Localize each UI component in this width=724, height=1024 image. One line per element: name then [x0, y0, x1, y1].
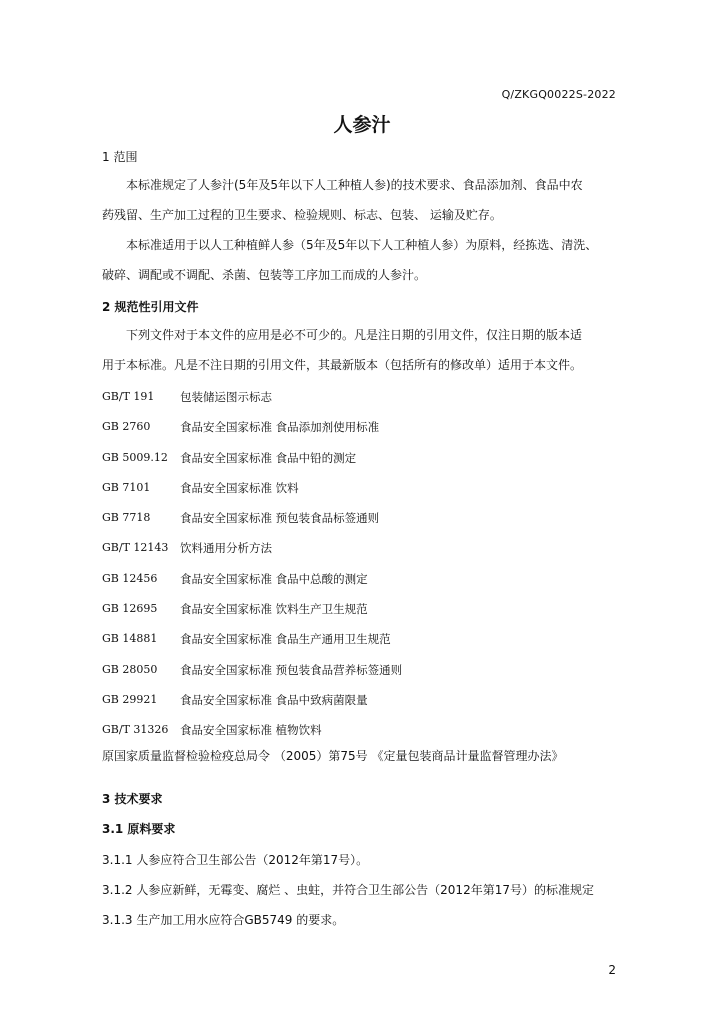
reference-code: GB 2760 — [102, 420, 151, 434]
reference-item — [102, 473, 402, 503]
reference-item — [102, 382, 402, 412]
reference-code: GB 14881 — [102, 632, 158, 646]
section-3-heading: 3 技术要求 — [102, 792, 163, 806]
reference-code: GB/T 12143 — [102, 541, 169, 555]
document-title: 人参汁 — [333, 114, 391, 136]
reference-code: GB 5009.12 — [102, 450, 168, 464]
reference-code: GB 7718 — [102, 511, 151, 525]
requirement-item: 3.1.3 生产加工用水应符合GB5749 的要求。 — [102, 913, 345, 927]
reference-title: 食品安全国家标准 食品中总酸的测定 — [180, 571, 368, 586]
reference-title: 食品安全国家标准 预包装食品营养标签通则 — [180, 662, 403, 677]
reference-code: GB 28050 — [102, 662, 158, 676]
reference-title: 食品安全国家标准 食品中致病菌限量 — [180, 692, 368, 707]
reference-item — [102, 533, 402, 563]
section-2-heading: 2 规范性引用文件 — [102, 300, 199, 314]
page-number: 2 — [608, 963, 616, 977]
text-line: 本标准适用于以人工种植鲜人参（5年及5年以下人工种植人参）为原料，经拣选、清洗、 — [126, 238, 598, 252]
subsection-3-1-heading: 3.1 原料要求 — [102, 822, 176, 836]
reference-title: 包装储运图示标志 — [180, 390, 272, 404]
reference-title: 食品安全国家标准 食品生产通用卫生规范 — [180, 632, 391, 647]
text-line: 药残留、生产加工过程的卫生要求、检验规则、标志、包装、 运输及贮存。 — [102, 208, 502, 222]
reference-list — [102, 382, 402, 746]
reference-code: GB 7101 — [102, 480, 151, 494]
document-code: Q/ZKGQ0022S-2022 — [501, 88, 616, 101]
reference-item — [102, 594, 402, 624]
reference-item — [102, 503, 402, 533]
reference-item — [102, 412, 402, 442]
reference-code: GB/T 191 — [102, 390, 155, 403]
reference-title: 食品安全国家标准 预包装食品标签通则 — [180, 511, 380, 526]
reference-code: GB 12456 — [102, 571, 158, 585]
section-2-paragraph — [102, 320, 622, 380]
section-1-heading: 1 范围 — [102, 150, 138, 164]
reference-title: 饮料通用分析方法 — [180, 541, 272, 556]
reference-title: 食品安全国家标准 食品中铅的测定 — [180, 450, 357, 465]
text-line: 本标准规定了人参汁(5年及5年以下人工种植人参)的技术要求、食品添加剂、食品中农 — [126, 178, 583, 192]
reference-title: 食品安全国家标准 饮料生产卫生规范 — [180, 602, 368, 617]
reference-code: GB 12695 — [102, 602, 158, 616]
reference-code: GB/T 31326 — [102, 723, 169, 737]
reference-title: 食品安全国家标准 饮料 — [180, 480, 299, 495]
text-line: 破碎、调配或不调配、杀菌、包装等工序加工而成的人参汁。 — [102, 268, 427, 282]
reference-code: GB 29921 — [102, 692, 158, 706]
reference-item — [102, 715, 402, 745]
section-1-paragraph-1 — [102, 170, 622, 230]
section-1-paragraph-2 — [102, 230, 622, 290]
reference-item — [102, 624, 402, 654]
reference-title: 食品安全国家标准 食品添加剂使用标准 — [180, 420, 380, 435]
requirement-item: 3.1.1 人参应符合卫生部公告（2012年第17号）。 — [102, 853, 369, 867]
reference-item — [102, 685, 402, 715]
regulation-reference: 原国家质量监督检验检疫总局令 （2005）第75号 《定量包装商品计量监督管理办法》 — [102, 749, 564, 763]
reference-item — [102, 443, 402, 473]
requirement-item: 3.1.2 人参应新鲜，无霉变、腐烂 、虫蛀，并符合卫生部公告（2012年第17号）的标准规定 — [102, 883, 594, 897]
reference-item — [102, 564, 402, 594]
text-line: 下列文件对于本文件的应用是必不可少的。凡是注日期的引用文件，仅注日期的版本适 — [126, 328, 583, 342]
reference-title: 食品安全国家标准 植物饮料 — [180, 723, 322, 738]
reference-item — [102, 655, 402, 685]
text-line: 用于本标准。凡是不注日期的引用文件，其最新版本（包括所有的修改单）适用于本文件。 — [102, 358, 583, 372]
